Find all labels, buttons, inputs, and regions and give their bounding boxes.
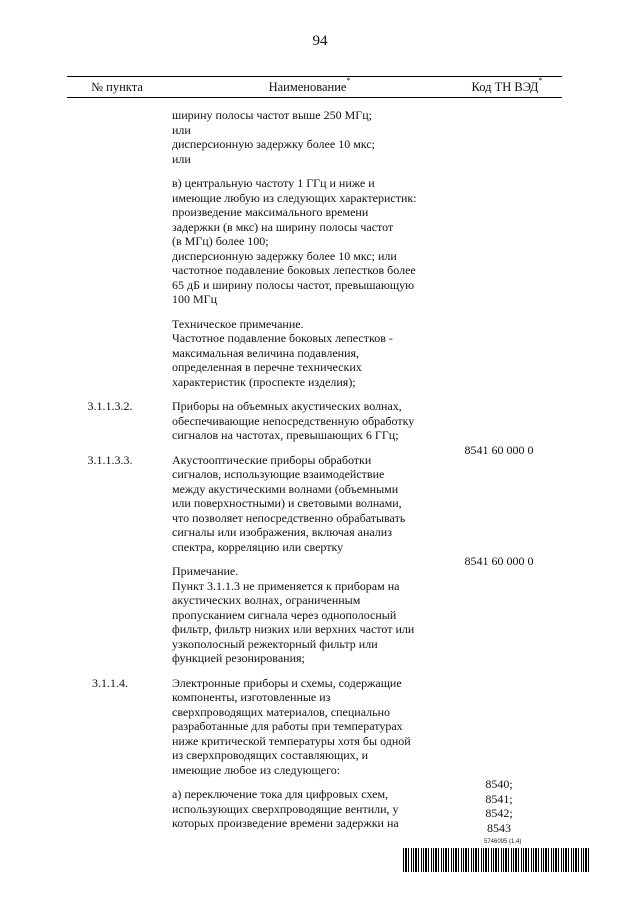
row-code: 8540; 8541; 8542; 8543: [485, 777, 513, 835]
row-name: Акустооптические приборы обработки сигналов, использующие взаимодействие между акустическими волнами (объемными или поверхностными) и световыми волнами, что позволяет непосредственно обрабатывать сигналы или изображения, включая анализ спектра, корреляцию или свертку: [172, 452, 406, 554]
header-code-footnote-mark: *: [538, 76, 543, 85]
row-name: в) центральную частоту 1 ГГц и ниже и имеющие любую из следующих характеристик: произведение максимального времени задержки (в мкс) на ширину полосы частот (в МГц) более 100; дисперсионную задержку более 10 мкс; или частотное подавление боковых лепестков более 65 дБ и ширину полосы частот, превышающую 100 МГц: [172, 176, 417, 306]
table-row: [67, 317, 562, 390]
table-row: [67, 564, 562, 666]
table-header: [67, 76, 562, 98]
header-name: [167, 77, 452, 97]
row-name: Примечание. Пункт 3.1.1.3 не применяется к приборам на акустических волнах, ограниченным пропусканием сигнала через однополосный фильтр, фильтр низких или верхних частот или узкополосный режекторный фильтр или функцией резонирования;: [172, 564, 415, 665]
table-row: [67, 176, 562, 307]
table-row: [67, 108, 562, 166]
header-code-label: Код ТН ВЭД: [471, 80, 539, 94]
table-row: [67, 452, 562, 568]
page-number: 94: [312, 33, 328, 49]
table-row: [67, 399, 562, 457]
header-name-footnote-mark: *: [346, 76, 351, 85]
row-number: 3.1.1.4.: [92, 675, 128, 690]
row-name: Техническое примечание. Частотное подавление боковых лепестков - максимальная величина подавления, определенная в перечне технических характеристик (проспекте изделия);: [172, 316, 393, 389]
row-code: 8541 60 000 0: [464, 554, 534, 568]
row-number: 3.1.1.3.3.: [87, 452, 133, 467]
document-code: 5746095 (1.4): [484, 839, 522, 845]
row-code: 8541 60 000 0: [464, 442, 534, 457]
barcode-icon: [403, 848, 589, 872]
row-name: Приборы на объемных акустических волнах, обеспечивающие непосредственную обработку сигналов на частотах, превышающих 6 ГГц;: [172, 399, 415, 442]
row-name: Электронные приборы и схемы, содержащие компоненты, изготовленные из сверхпроводящих материалов, специально разработанные для работы при температурах ниже критической температуры хотя бы одной из сверхпроводящих составляющих, и имеющие любое из следующего:: [172, 675, 411, 777]
row-name: а) переключение тока для цифровых схем, использующих сверхпроводящие вентили, у которых произведение времени задержки на: [172, 787, 399, 830]
table-body: [67, 108, 562, 841]
table-row: [67, 787, 562, 831]
header-code: [452, 77, 562, 97]
row-number: 3.1.1.3.2.: [87, 399, 133, 413]
header-name-label: Наименование: [268, 80, 347, 94]
header-item-number: [67, 77, 167, 97]
row-name: ширину полосы частот выше 250 МГц; или дисперсионную задержку более 10 мкс; или: [172, 108, 375, 166]
header-item-number-label: № пункта: [91, 80, 143, 94]
